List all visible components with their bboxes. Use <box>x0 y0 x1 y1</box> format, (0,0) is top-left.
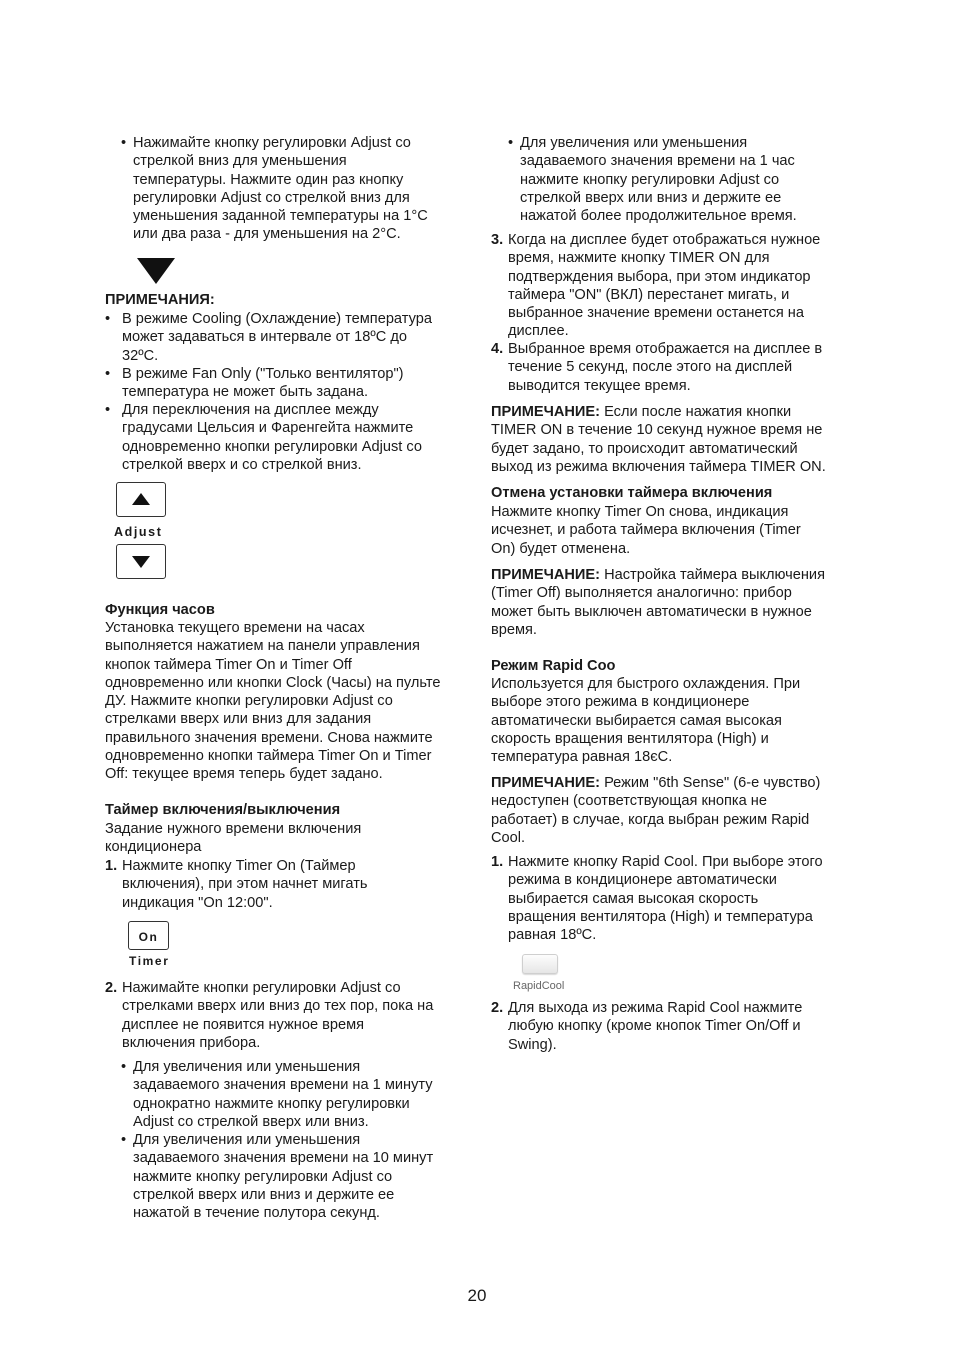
text-line: Для увеличения или уменьшения <box>133 1132 361 1148</box>
text-line: или два раза - для уменьшения на 2°С. <box>133 226 401 243</box>
step-3 <box>508 231 820 341</box>
text-line: любую кнопку (кроме кнопок Timer On/Off и <box>508 1018 801 1035</box>
text-line: одновременно или кнопки Clock (Часы) на пульте <box>105 674 441 691</box>
step-number: 1. <box>105 858 118 874</box>
text-line <box>491 774 820 792</box>
text-line: температура равная 18єС. <box>491 749 673 766</box>
text-line: градусами Цельсия и Фаренгейта нажмите <box>122 420 414 437</box>
text-line: равная 18ºC. <box>508 927 597 944</box>
rapid-cool-button[interactable] <box>522 954 558 974</box>
text-line: стрелкой вверх и со стрелкой вниз. <box>122 456 362 473</box>
text-line: режима в кондиционере автоматически <box>508 872 777 889</box>
text-line: кондиционера <box>105 839 202 856</box>
text-line: задаваемого значения времени на 10 минут <box>133 1150 434 1167</box>
text-line: выход из режима включения таймера TIMER ON. <box>491 458 826 475</box>
text-line: выбирается самая высокая скорость <box>508 890 759 907</box>
text-line: Для увеличения или уменьшения <box>520 135 748 151</box>
bullet-mark: • <box>121 1132 127 1148</box>
text-line: Установка текущего времени на часах <box>105 620 365 636</box>
bullet-mark: • <box>105 311 111 327</box>
page-number: 20 <box>467 1286 487 1305</box>
text-line: работает) в случае, когда выбран режим Rapid <box>491 811 810 828</box>
text-line: Для увеличения или уменьшения <box>133 1059 361 1075</box>
text-line: скорость вращения вентилятора (High) и <box>491 730 769 747</box>
step-number: 4. <box>491 341 504 357</box>
text-line: выборе этого режима в кондиционере <box>491 694 750 711</box>
text-line: нажмите кнопку регулировки Adjust со <box>133 1168 393 1185</box>
text-line: Выбранное время отображается на дисплее в <box>508 341 823 357</box>
note-timer-off <box>491 566 825 639</box>
text-line: В режиме Fan Only ("Только вентилятор") <box>122 366 404 382</box>
text-line: автоматически выбирается самая высокая <box>491 712 782 729</box>
text-line: выполняется нажатием на панели управления <box>105 638 420 655</box>
sub-bullet <box>133 1058 433 1131</box>
step-number: 2. <box>105 980 118 996</box>
clock-text <box>105 619 441 784</box>
text-line: нажатой в течение полутора секунд. <box>133 1205 380 1222</box>
text-line: Для переключения на дисплее между <box>122 402 379 418</box>
clock-heading: Функция часов <box>105 602 215 618</box>
sub-bullet <box>133 1131 433 1222</box>
text-fragment: Настройка таймера выключения <box>600 567 825 583</box>
note-item <box>122 310 432 365</box>
rapid-step-2 <box>508 999 802 1054</box>
down-arrow-icon <box>132 556 150 568</box>
up-arrow-icon <box>132 493 150 505</box>
text-line: кнопок таймера Timer On и Timer Off <box>105 656 352 673</box>
text-line: выбранное значение времени останется на <box>508 305 804 322</box>
text-line: стрелкой вверх или вниз и держите ее <box>520 189 782 206</box>
text-line: Используется для быстрого охлаждения. При <box>491 676 801 692</box>
adjust-caption: Adjust <box>114 525 163 539</box>
text-line <box>491 403 826 421</box>
note-label: ПРИМЕЧАНИЕ: <box>491 567 601 583</box>
text-line: включения), при этом начнет мигать <box>122 876 368 893</box>
text-line: TIMER ON в течение 10 секунд нужное время не <box>491 422 823 439</box>
step-number: 1. <box>491 854 504 870</box>
text-line: одновременно кнопки таймера Timer On и Timer <box>105 748 432 765</box>
notes-heading: ПРИМЕЧАНИЯ: <box>105 292 215 308</box>
note-timer-on <box>491 403 826 476</box>
text-line: одновременно кнопки регулировки Adjust со <box>122 438 422 455</box>
text-line: выводится текущее время. <box>508 377 691 394</box>
text-line: Adjust со стрелкой вверх или вниз. <box>133 1113 369 1130</box>
text-line: время, нажмите кнопку TIMER ON для <box>508 250 770 267</box>
text-line: подтверждения выбора, при этом индикатор <box>508 268 811 285</box>
text-line: правильного значения времени. Снова нажмите <box>105 729 433 746</box>
text-line: Нажимайте кнопки регулировки Adjust со <box>122 980 401 996</box>
text-line: температуры. Нажмите один раз кнопку <box>133 171 404 188</box>
step-4 <box>508 340 822 395</box>
text-line: Для выхода из режима Rapid Cool нажмите <box>508 1000 803 1016</box>
text-fragment: Если после нажатия кнопки <box>600 404 792 420</box>
text-line: стрелкой вниз для уменьшения <box>133 153 347 170</box>
text-line: индикация "On 12:00". <box>122 894 273 911</box>
text-line: задаваемого значения времени на 1 минуту <box>133 1077 433 1094</box>
on-label: On <box>138 930 159 944</box>
timer-intro <box>105 820 361 857</box>
text-line: В режиме Cooling (Охлаждение) температура <box>122 311 432 327</box>
bullet-mark: • <box>105 366 111 382</box>
note-label: ПРИМЕЧАНИЕ: <box>491 404 601 420</box>
rapid-text <box>491 675 800 766</box>
text-line: стрелками вверх или вниз до тех пор, пока на <box>122 998 434 1015</box>
text-line: регулировки Adjust со стрелкой вниз для <box>133 189 410 206</box>
text-line: Нажмите кнопку Timer On снова, индикация <box>491 504 789 520</box>
note-sixth-sense <box>491 774 820 847</box>
bullet-mark: • <box>121 1059 127 1075</box>
text-line: время. <box>491 621 537 638</box>
text-line: (Timer Off) выполняется аналогично: прибор <box>491 585 792 602</box>
text-line: уменьшения заданной температуры на 1°С <box>133 208 428 225</box>
text-line: Нажмите кнопку Timer On (Таймер <box>122 858 356 874</box>
text-line: Нажимайте кнопку регулировки Adjust со <box>133 135 411 151</box>
text-line: Задание нужного времени включения <box>105 821 362 837</box>
bullet-mark: • <box>105 402 111 418</box>
text-line: нажатой более продолжительное время. <box>520 208 797 225</box>
timer-on-button[interactable] <box>128 921 169 950</box>
text-line: On) будет отменена. <box>491 540 631 557</box>
text-line: вращения вентилятора (High) и температура <box>508 908 813 925</box>
note-label: ПРИМЕЧАНИЕ: <box>491 775 601 791</box>
note-item <box>122 401 422 474</box>
text-line: Когда на дисплее будет отображаться нужное <box>508 232 821 248</box>
text-line: может быть выключен автоматически в нужное <box>491 603 812 620</box>
text-line: дисплее не появится нужное время <box>122 1016 365 1033</box>
rapid-cool-caption: RapidCool <box>513 980 565 992</box>
text-line: Cool. <box>491 829 526 846</box>
step-number: 3. <box>491 232 504 248</box>
text-line: нажмите кнопку регулировки Adjust со <box>520 171 780 188</box>
text-line: дисплее. <box>508 323 569 340</box>
timer-caption: Timer <box>129 954 170 968</box>
text-line: однократно нажмите кнопку регулировки <box>133 1095 410 1112</box>
bullet-mark: • <box>121 135 127 151</box>
text-line: 32ºC. <box>122 347 159 364</box>
text-line: стрелкой вверх или вниз и держите ее <box>133 1186 395 1203</box>
text-line: температура не может быть задана. <box>122 384 369 401</box>
note-item <box>122 365 404 402</box>
text-fragment: Режим "6th Sense" (6-е чувство) <box>600 775 821 791</box>
cancel-heading: Отмена установки таймера включения <box>491 485 773 501</box>
step-1 <box>122 857 367 912</box>
timer-heading: Таймер включения/выключения <box>105 802 341 818</box>
cancel-text <box>491 503 801 558</box>
text-line: включения прибора. <box>122 1034 261 1051</box>
step-number: 2. <box>491 1000 504 1016</box>
intro-bullet <box>133 134 428 244</box>
text-line: может задаваться в интервале от 18ºC до <box>122 329 407 346</box>
text-line: стрелками вверх или вниз для задания <box>105 711 372 728</box>
adjust-down-button[interactable] <box>116 544 166 579</box>
text-line: недоступен (соответствующая кнопка не <box>491 793 767 810</box>
rapid-step-1 <box>508 853 823 944</box>
text-line: будет задано, то происходит автоматический <box>491 440 798 457</box>
text-line: течение 5 секунд, после этого на дисплей <box>508 359 793 376</box>
text-line: Swing). <box>508 1036 557 1053</box>
adjust-up-button[interactable] <box>116 482 166 517</box>
bullet-mark: • <box>508 135 514 151</box>
step-2 <box>122 979 433 1052</box>
rapid-heading: Режим Rapid Coo <box>491 658 616 674</box>
sub-bullet <box>520 134 797 225</box>
text-line: ДУ. Нажмите кнопки регулировки Adjust со <box>105 693 393 710</box>
text-line: Off: текущее время теперь будет задано. <box>105 766 383 783</box>
text-line: таймера "ON" (ВКЛ) перестанет мигать, и <box>508 286 790 303</box>
text-line: задаваемого значения времени на 1 час <box>520 153 795 170</box>
text-line: исчезнет, и работа таймера включения (Timer <box>491 522 801 539</box>
text-line: Нажмите кнопку Rapid Cool. При выборе этого <box>508 854 823 870</box>
text-line <box>491 566 825 584</box>
down-triangle-icon <box>137 258 175 284</box>
